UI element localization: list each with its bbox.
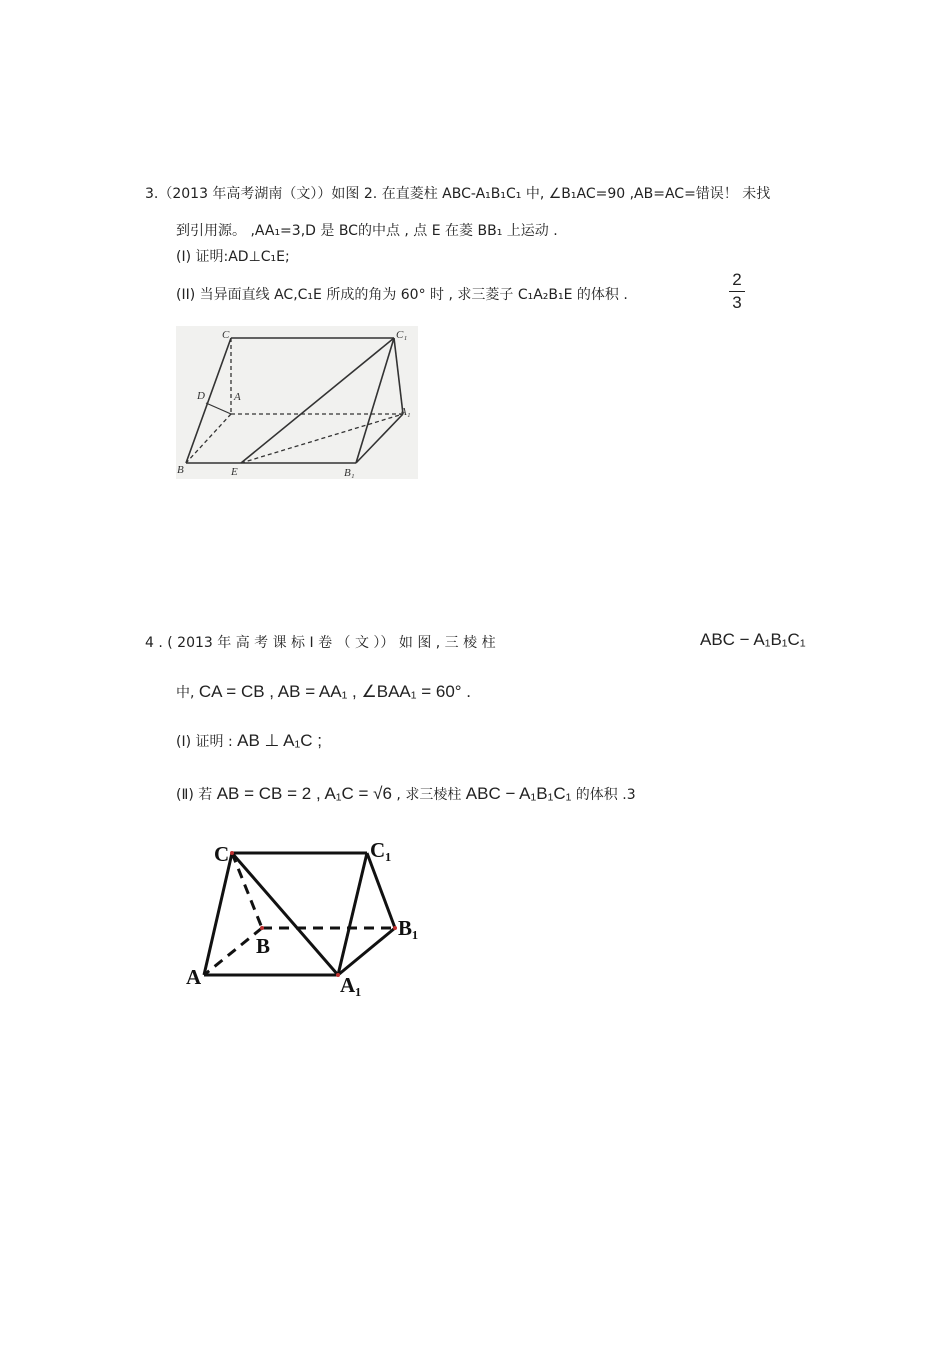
- dashed-C-B: [232, 853, 262, 928]
- problem4-part2-mid: , 求三棱柱: [396, 787, 462, 803]
- edge-C-A: [204, 853, 232, 975]
- problem4-part2: [176, 784, 636, 804]
- problem4-line2: [176, 682, 471, 702]
- vertex-C: [230, 851, 234, 855]
- problem4-part1-expr: AB ⊥ A₁C ;: [237, 731, 322, 750]
- problem4-part2-suffix: 的体积 .3: [575, 787, 636, 803]
- problem4-line2-prefix: 中,: [176, 685, 195, 701]
- problem3-part2: (II) 当异面直线 AC,C₁E 所成的角为 60° 时 , 求三菱子 C₁A₂B₁E 的体积 .: [176, 287, 628, 303]
- fraction-denominator: 3: [732, 293, 742, 312]
- problem4-part1-prefix: (Ⅰ) 证明 :: [176, 734, 233, 750]
- label-B1: B₁: [344, 467, 355, 479]
- label-B: B: [177, 464, 184, 476]
- problem4-part2-expr2: ABC − A₁B₁C₁: [465, 784, 572, 803]
- label-B1: B₁: [398, 916, 419, 940]
- edge-C1-A1: [338, 853, 367, 975]
- problem4-line2-expr: CA = CB , AB = AA₁ , ∠BAA₁ = 60° .: [198, 682, 472, 701]
- vertex-B1: [393, 926, 397, 930]
- fraction-bar: [729, 291, 745, 292]
- label-A: A: [234, 391, 241, 403]
- label-D: D: [197, 390, 205, 402]
- edge-C-A1: [232, 853, 338, 975]
- label-C1: C₁: [396, 329, 408, 341]
- label-A1: A₁: [340, 973, 362, 997]
- label-B: B: [256, 934, 271, 958]
- problem4-part1: [176, 731, 322, 751]
- problem3-line1: 3.（2013 年高考湖南（文））如图 2. 在直菱柱 ABC-A₁B₁C₁ 中, ∠B₁AC=90 ,AB=AC=错误！ 未找: [145, 186, 771, 202]
- label-C1: C₁: [370, 838, 392, 862]
- problem4-figure: [180, 835, 440, 1000]
- fraction-numerator: 2: [732, 270, 742, 289]
- problem4-line1-text: 4 . ( 2013 年 高 考 课 标 Ⅰ 卷 （ 文 ）） 如 图 , 三 棱 柱: [145, 635, 496, 651]
- edge-C1-B1: [367, 853, 395, 928]
- label-C: C: [214, 842, 230, 866]
- label-A1: A₁: [400, 406, 411, 418]
- problem4-prism-expr: ABC − A₁B₁C₁: [700, 630, 806, 649]
- label-E: E: [231, 466, 238, 478]
- label-A: A: [186, 965, 202, 989]
- problem4-part2-expr: AB = CB = 2 , A₁C = √6: [216, 784, 392, 803]
- vertex-B: [260, 926, 264, 930]
- problem3-answer-fraction: [728, 270, 746, 313]
- problem3-figure: [176, 326, 418, 479]
- problem4-part2-prefix: (Ⅱ) 若: [176, 787, 213, 803]
- problem3-part1: (I) 证明:AD⊥C₁E;: [176, 249, 290, 265]
- label-C: C: [222, 329, 230, 341]
- problem4-line1: [145, 632, 496, 652]
- problem3-line2: 到引用源。 ,AA₁=3,D 是 BC的中点 , 点 E 在菱 BB₁ 上运动 .: [176, 223, 558, 239]
